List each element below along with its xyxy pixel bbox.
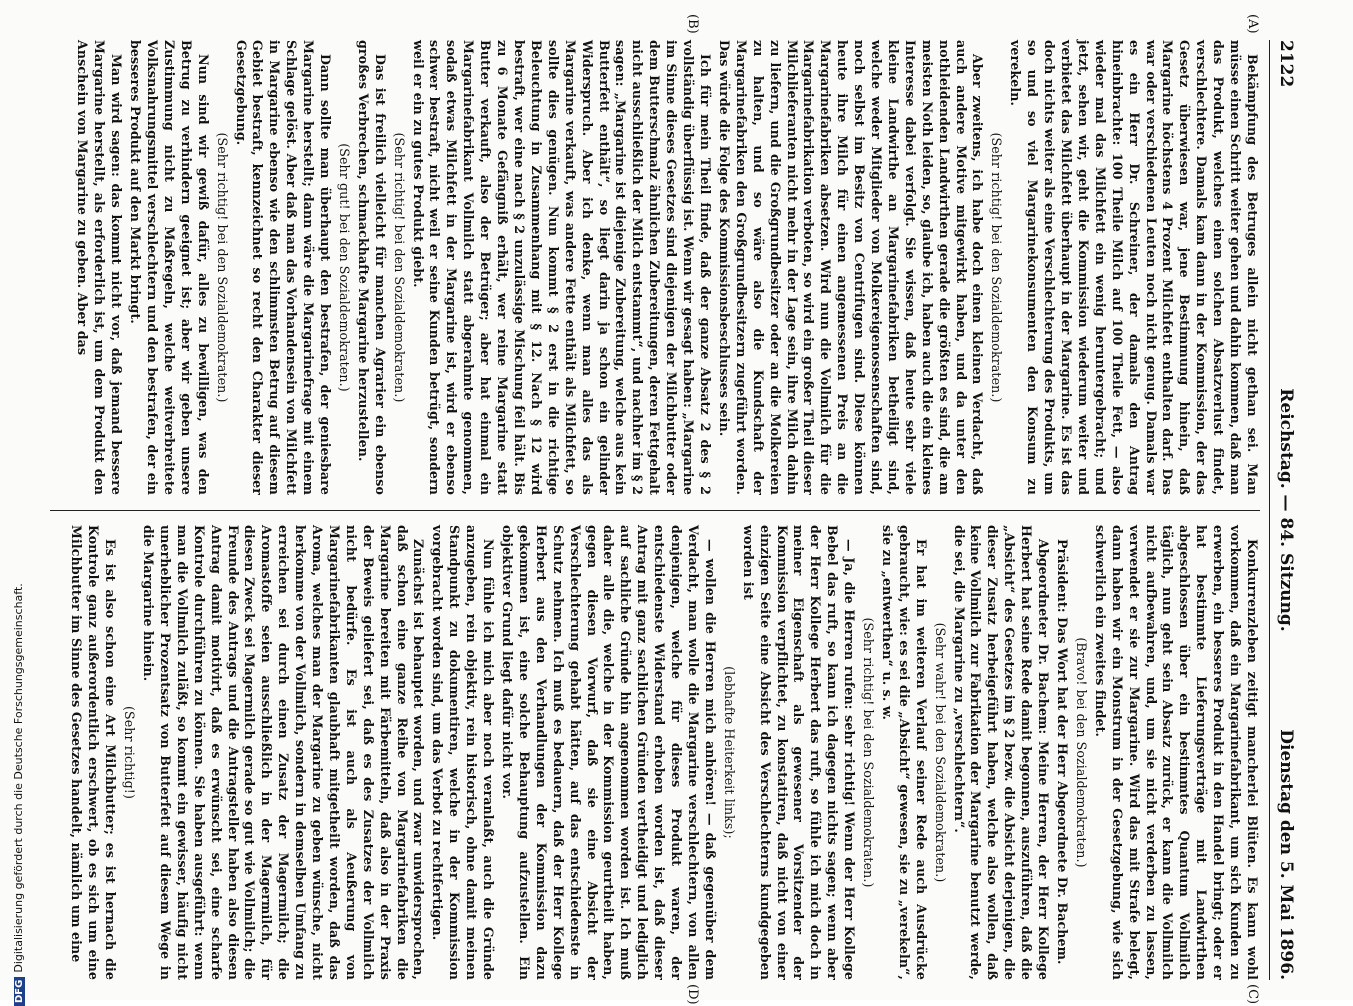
paragraph: (lebhafte Heiterkeit links);: [721, 666, 737, 839]
paragraph: Bekämpfung des Betruges allein nicht gethan sei. Man müsse einen Schritt weiter gehen und dahin kommen, daß man das Produkt, welches einen solchen Absatzverlust findet, verschlechtere. Damals kam dann in der Kommission, der das Gesetz überwiesen war, jene Bestimmung hinein, daß Margarine höchstens 4 Prozent Milchfett enthalten darf. Das war oder verschiedenen Leuten noch nicht genug. Damals war es ein Herr Dr. Schreiner, der damals den Antrag hineinbrachte: 100 Theile Milch auf 100 Theile Fett, — also wieder mal das Milchfett ein wenig heruntergebracht; und jetzt, sehen wir, geht die Kommission wiederum weiter und verbietet das Milchfett überhaupt in der Margarine. Es ist das doch nichts weiter als eine Verschlechterung des Produkts, um so und so viel Margarinekonsumenten den Konsum zu verekeln.: [1008, 40, 1260, 495]
paragraph: Aber zweitens, ich habe doch einen kleinen Verdacht, daß auch andere Motive mitgewirkt haben, und da unter den nothleidenden Landwirthen gerade die größten es sind, die am meisten Noth leiden, so, glaube ich, haben auch die ein kleines Interesse dabei verfolgt. Sie wissen, daß heute sehr viele kleine Landwirthe an Margarinefabriken betheiligt sind, welche weder Mitglieder von Molkereigenossenschaften sind, noch selbst im Besitz von Centrifugen sind. Diese können heute ihre Milch für einen angemessenen Preis an die Margarinefabriken absetzen. Wird nun die Vollmilch für die Margarinefabrikation verboten, so wird ein großer Theil dieser Milchlieferanten nicht mehr in der Lage sein, ihre Milch dahin zu liefern, und die Großgrundbesitzer oder an die Molkereien zu halten, und so wäre also die Kundschaft der Margarinefabriken den Großgrundbesitzern zugeführt worden. Das würde die Folge des Kommissionsbeschlusses sein.: [716, 40, 986, 495]
paragraph: (Sehr richtig! bei den Sozialdemokraten.): [391, 132, 407, 403]
paragraph: Nun fühle ich mich aber noch veranlaßt, auch die Gründe anzugeben, rein objektiv, rein historisch, ohne damit meinen Standpunkt zu dokumentiren, welche in der Kommission vorgebracht worden sind, um das Verbot zu rechtfertigen.: [430, 525, 497, 980]
paragraph: Man wird sagen: das kommt nicht vor, daß jemand bessere Margarine herstellt, als erforderlich ist, um dem Produkt den Anschein von Margarine zu geben. Aber das: [75, 40, 125, 495]
dfg-logo: DFG: [14, 977, 25, 1006]
paragraph: (Sehr richtig! bei den Sozialdemokraten.): [989, 132, 1005, 403]
paragraph: (Bravo! bei den Sozialdemokraten.): [1073, 637, 1089, 868]
column-divider: [50, 510, 1260, 511]
paragraph: (Sehr richtig! bei den Sozialdemokraten.): [861, 617, 877, 888]
left-text-column: [71, 40, 1260, 495]
margin-marker-d: (D): [685, 984, 700, 1005]
paragraph: (Sehr gut! bei den Sozialdemokraten.): [336, 143, 352, 392]
margin-marker-b: (B): [685, 14, 700, 34]
paragraph: — wollen die Herren mich anhören! — daß gegenüber dem Verdacht, man wolle die Margarine verschlechtern, von allen denjenigen, welche für dieses Produkt waren, der entschiedenste Widerstand erhoben worden ist, daß dieser Antrag mit ganz sachlichen Gründen vertheidigt und lediglich auf sachliche Gründe hin angenommen worden ist. Ich muß daher alle die, welche in der Kommission geurtheilt haben, gegen diesen Vorwurf, daß sie eine Absicht der Verschlechterung gehabt hätten, auf das entschiedenste in Schutz nehmen. Ich muß es bedauern, daß der Herr Kollege Herbert aus den Verhandlungen der Kommission dazu gekommen ist, eine solche Behauptung aufzustellen. Ein objektiver Grund liegt dafür nicht vor.: [500, 525, 718, 980]
paragraph: (Sehr wahr! bei den Sozialdemokraten.): [932, 622, 948, 883]
digitization-footer: [12, 16, 32, 1006]
paragraph: Dann sollte man überhaupt den bestrafen, der geniesbare Margarine herstellt; dann wäre die Margarinefrage mit einem Schlage gelöst. Aber daß man das Vorhandensein von Milchfett in Margarine ebenso wie den schlimmsten Betrug auf diesem Gebiet bestraft, kennzeichnet so recht den Charakter dieser Gesetzgebung.: [233, 40, 334, 495]
margin-marker-c: (C): [1245, 984, 1260, 1005]
paragraph: Zunächst ist behauptet worden, und zwar unwidersprochen, daß schon eine ganze Reihe von Margarinefabriken die Margarine bereiten mit Färbemitteln, daß also in der Praxis der Beweis geliefert sei, daß es des Zusatzes der Vollmilch nicht bedürfe. Es ist auch als Aeußerung von Margarinefabrikanten glaubhaft mitgetheilt worden, daß das Aroma, welches man der Margarine zu geben wünsche, nicht herkomme von der Vollmilch, sondern in demselben Umfang zu erreichen sei durch einen Zusatz der Magermilch; die Aromastoffe seien ausschließlich in der Magermilch, für diesen Zweck sei Magermilch gerade so gut wie Vollmilch; die Freunde des Antrags und die Antragsteller haben also diesen Antrag damit motivirt, daß es erwünscht sei, eine scharfe Kontrole durchführen zu können. Sie haben ausgeführt: wenn man die Vollmilch zuläßt, so kommt ein gewisser, häufig nicht unerheblicher Prozentsatz von Butterfett auf diesem Wege in die Margarine hinein.: [141, 525, 427, 980]
paragraph: Nun sind wir gewiß dafür, alles zu bewilligen, was den Betrug zu verhindern geeignet ist; aber wir geben unsere Zustimmung nicht zu Maßregeln, welche weitverbreitete Volksnahrungsmittel verschlechtern und den bestrafen, der ein besseres Produkt auf den Markt bringt.: [128, 40, 211, 495]
paragraph: — Ja, die Herren rufen: sehr richtig! Wenn der Herr Kollege Bebel das ruft, so kann ich dagegen nichts sagen; wenn aber der Herr Kollege Herbert das ruft, so fühle ich mich doch in meiner Eigenschaft als gewesener Vorsitzender der Kommission verpflichtet, zu konstatiren, daß nicht von einer einzigen Seite eine Absicht des Verschlechterns kundgegeben worden ist: [740, 525, 858, 980]
margin-marker-a: (A): [1245, 14, 1260, 34]
page-header: [1269, 40, 1300, 980]
paragraph: (Sehr richtig! bei den Sozialdemokraten.): [214, 132, 230, 403]
paragraph: Ich für mein Theil finde, daß der ganze Absatz 2 des § 2 vollständig überflüssig ist. Wenn wir gesagt haben: „Margarine im Sinne dieses Gesetzes sind diejenigen der Milchbutter oder dem Butterschmalz ähnlichen Zubereitungen, deren Fettgehalt nicht ausschließlich der Milch entstammt“, und nachher im § 2 sagen: „Margarine ist diejenige Zubereitung, welche aus kein Butterfett enthält“, so liegt darin ja schon ein gelinder Widerspruch. Aber ich denke, wenn man alles das als Margarine verkauft, was andere Fette enthält als Milchfett, so sollte dies genügen. Nun kommt § 2 erst in die richtige Beleuchtung in Zusammenhang mit § 12. Nach § 12 wird bestraft, wer eine nach § 2 unzulässige Mischung feil hält. Bis zu 6 Monate Gefängniß erhält, wer reine Margarine statt Butter verkauft, also der Betrüger; aber hat einmal ein Margarinefabrikant Vollmilch statt abgerahmte genommen, sodaß etwas Milchfett in der Margarine ist, wird er ebenso schwer bestraft, nicht weil er seine Kunden betrügt, sondern weil er ein zu gutes Produkt giebt.: [410, 40, 713, 495]
paragraph: Konkurrenzleben zeitigt mancherlei Blüten. Es kann wohl vorkommen, daß ein Margarinefabrikant, um sich Kunden zu erwerben, ein besseres Produkt in den Handel bringt; oder er hat bestimmte Lieferungsverträge mit Landwirthen abgeschlossen über ein bestimmtes Quantum Vollmilch täglich, nun geht sein Absatz zurück, er kann die Vollmilch nicht aufbewahren, und, um sie nicht verderben zu lassen, verwendet er sie zur Margarine. Wird das mit Strafe belegt, dann haben wir ein Monstrum in der Gesetzgebung, wie sich schwerlich ein zweites findet.: [1092, 525, 1260, 980]
paragraph: Das ist freilich vielleicht für manchen Agrarier ein ebenso großes Verbrechen, schmackhafte Margarine herzustellen.: [355, 40, 388, 495]
right-text-column: [65, 525, 1260, 980]
paragraph: Abgeordneter Dr. Bachem: Meine Herren, der Herr Kollege Herbert hat seine Rede damit begonnen, auszuführen, daß die „Absicht“ des Gesetzes im § 2 bezw. die Absicht derjenigen, die dieser Zusatz herbeigeführt haben, welche also wollen, daß keine Vollmilch zur Fabrikation der Margarine benutzt werde, die sei, die Margarine zu „verschlechtern“.: [951, 525, 1052, 980]
paragraph: (Sehr richtig!): [122, 706, 138, 799]
paragraph: Präsident: Das Wort hat der Herr Abgeordnete Dr. Bachem.: [1055, 539, 1071, 965]
paragraph: Er hat im weiteren Verlauf seiner Rede auch Ausdrücke gebraucht, wie: es sei die „Absicht“ gewesen, sie zu „verekeln“, sie zu „entwerthen“ u. s. w.: [879, 525, 929, 980]
session-title: Reichstag. — 84. Sitzung.: [1276, 388, 1296, 632]
page-number: 2122: [1276, 40, 1296, 88]
paragraph: Es ist also schon eine Art Milchbutter; es ist hernach die Kontrole ganz außerordentlich erschwert, ob es sich um eine Milchbutter im Sinne des Gesetzes handelt, nämlich um eine: [69, 525, 119, 980]
rotated-page-content: [50, 14, 1300, 1005]
session-date: Dienstag den 5. Mai 1896.: [1276, 729, 1296, 980]
footer-text: Digitalisierung gefördert durch die Deutsche Forschungsgemeinschaft.: [12, 583, 25, 973]
